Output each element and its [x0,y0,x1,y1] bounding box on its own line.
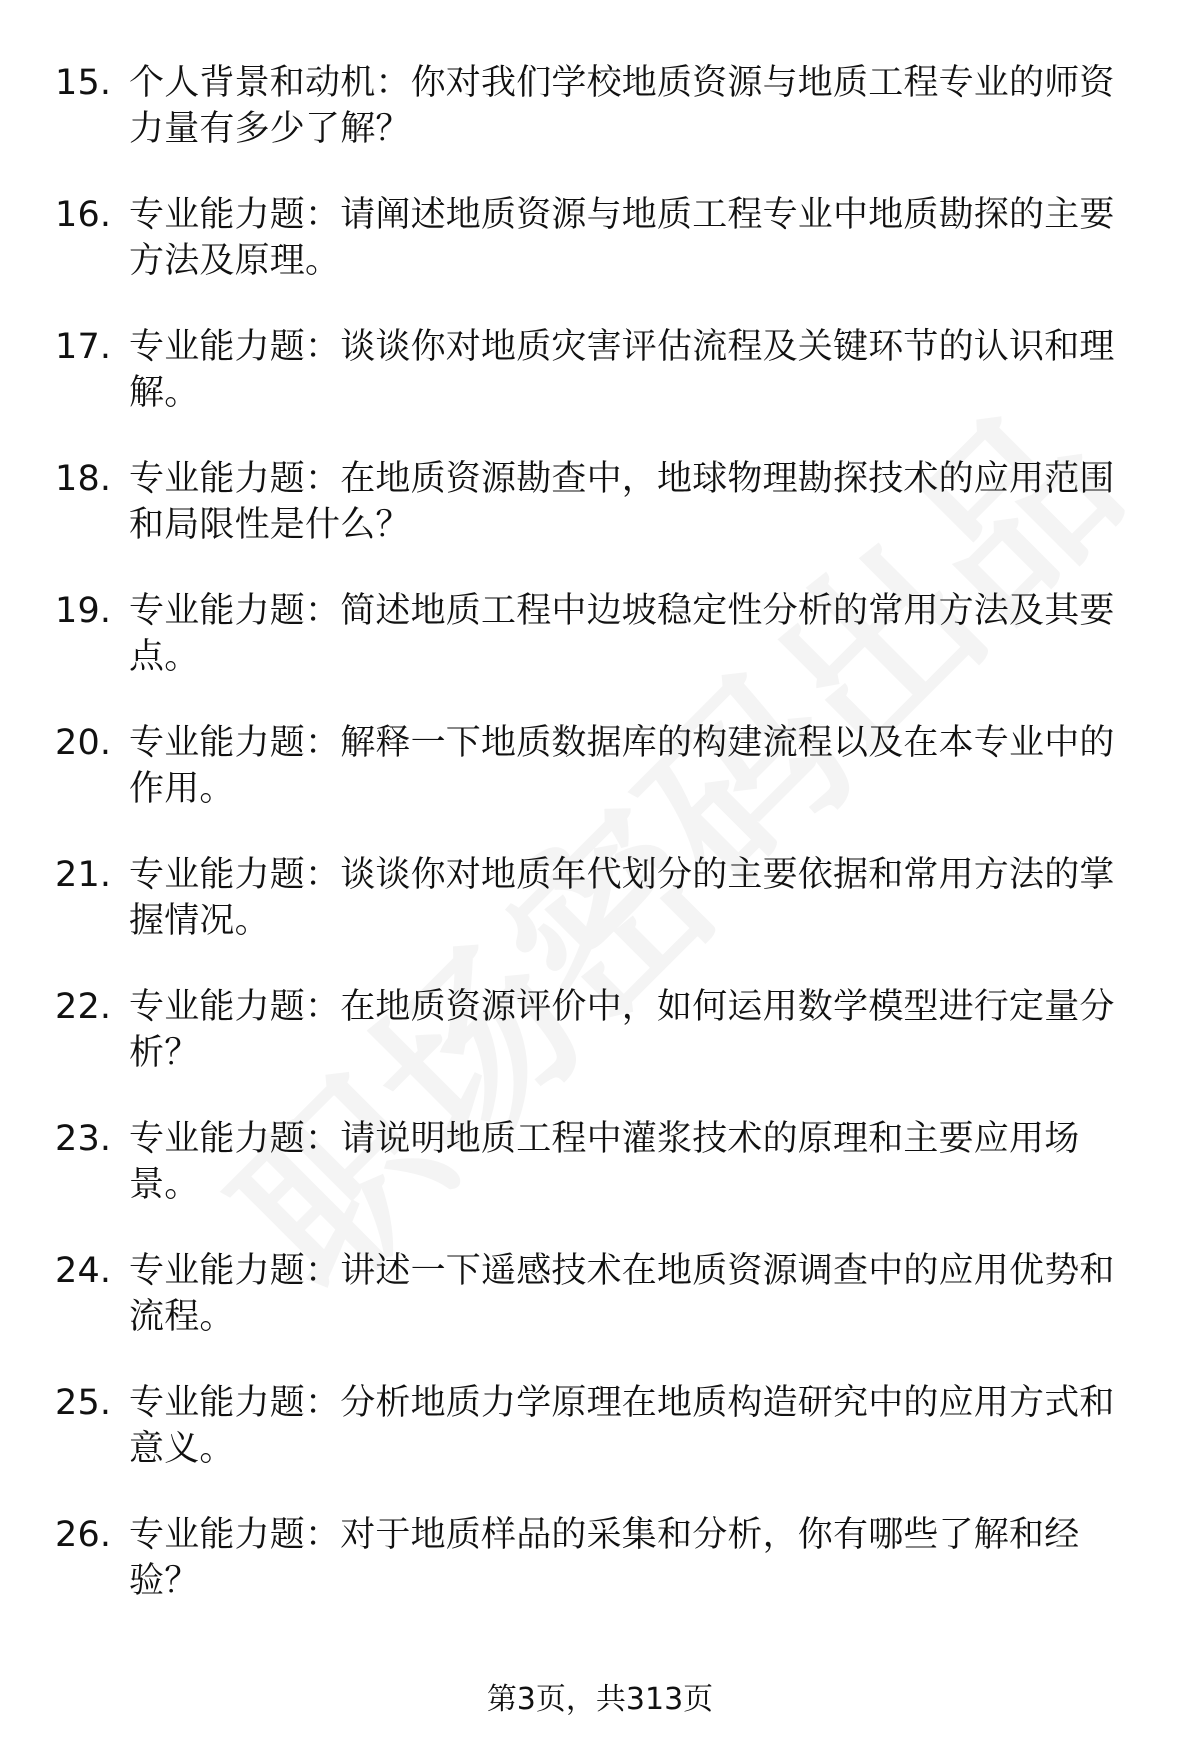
question-number: 26. [55,1515,112,1555]
question-number: 20. [55,723,112,763]
question-text: 专业能力题：对于地质样品的采集和分析，你有哪些了解和经验？ [129,1515,1080,1601]
question-number: 21. [55,855,112,895]
question-number: 22. [55,987,112,1027]
question-text: 专业能力题：请说明地质工程中灌浆技术的原理和主要应用场景。 [129,1119,1080,1205]
question-list [55,60,1145,1644]
question-item [55,60,1145,152]
question-number: 17. [55,327,112,367]
question-text: 专业能力题：在地质资源评价中，如何运用数学模型进行定量分析？ [129,987,1115,1073]
question-number: 15. [55,63,112,103]
question-item [55,1512,1145,1604]
question-item [55,588,1145,680]
question-item [55,984,1145,1076]
question-item [55,1380,1145,1472]
question-item [55,324,1145,416]
question-text: 专业能力题：讲述一下遥感技术在地质资源调查中的应用优势和流程。 [129,1251,1115,1337]
question-number: 24. [55,1251,112,1291]
question-text: 专业能力题：在地质资源勘查中，地球物理勘探技术的应用范围和局限性是什么？ [129,459,1115,545]
question-number: 16. [55,195,112,235]
question-text: 专业能力题：解释一下地质数据库的构建流程以及在本专业中的作用。 [129,723,1115,809]
question-item [55,1248,1145,1340]
question-item [55,852,1145,944]
page-footer [0,1680,1200,1720]
question-item [55,1116,1145,1208]
question-item [55,456,1145,548]
page-number-label: 第3页，共313页 [486,1682,714,1717]
question-number: 23. [55,1119,112,1159]
question-item [55,720,1145,812]
question-number: 25. [55,1383,112,1423]
question-text: 专业能力题：请阐述地质资源与地质工程专业中地质勘探的主要方法及原理。 [129,195,1115,281]
question-text: 个人背景和动机：你对我们学校地质资源与地质工程专业的师资力量有多少了解？ [129,63,1115,149]
question-text: 专业能力题：简述地质工程中边坡稳定性分析的常用方法及其要点。 [129,591,1115,677]
question-text: 专业能力题：谈谈你对地质灾害评估流程及关键环节的认识和理解。 [129,327,1115,413]
question-item [55,192,1145,284]
question-number: 18. [55,459,112,499]
question-text: 专业能力题：分析地质力学原理在地质构造研究中的应用方式和意义。 [129,1383,1115,1469]
question-number: 19. [55,591,112,631]
question-text: 专业能力题：谈谈你对地质年代划分的主要依据和常用方法的掌握情况。 [129,855,1115,941]
